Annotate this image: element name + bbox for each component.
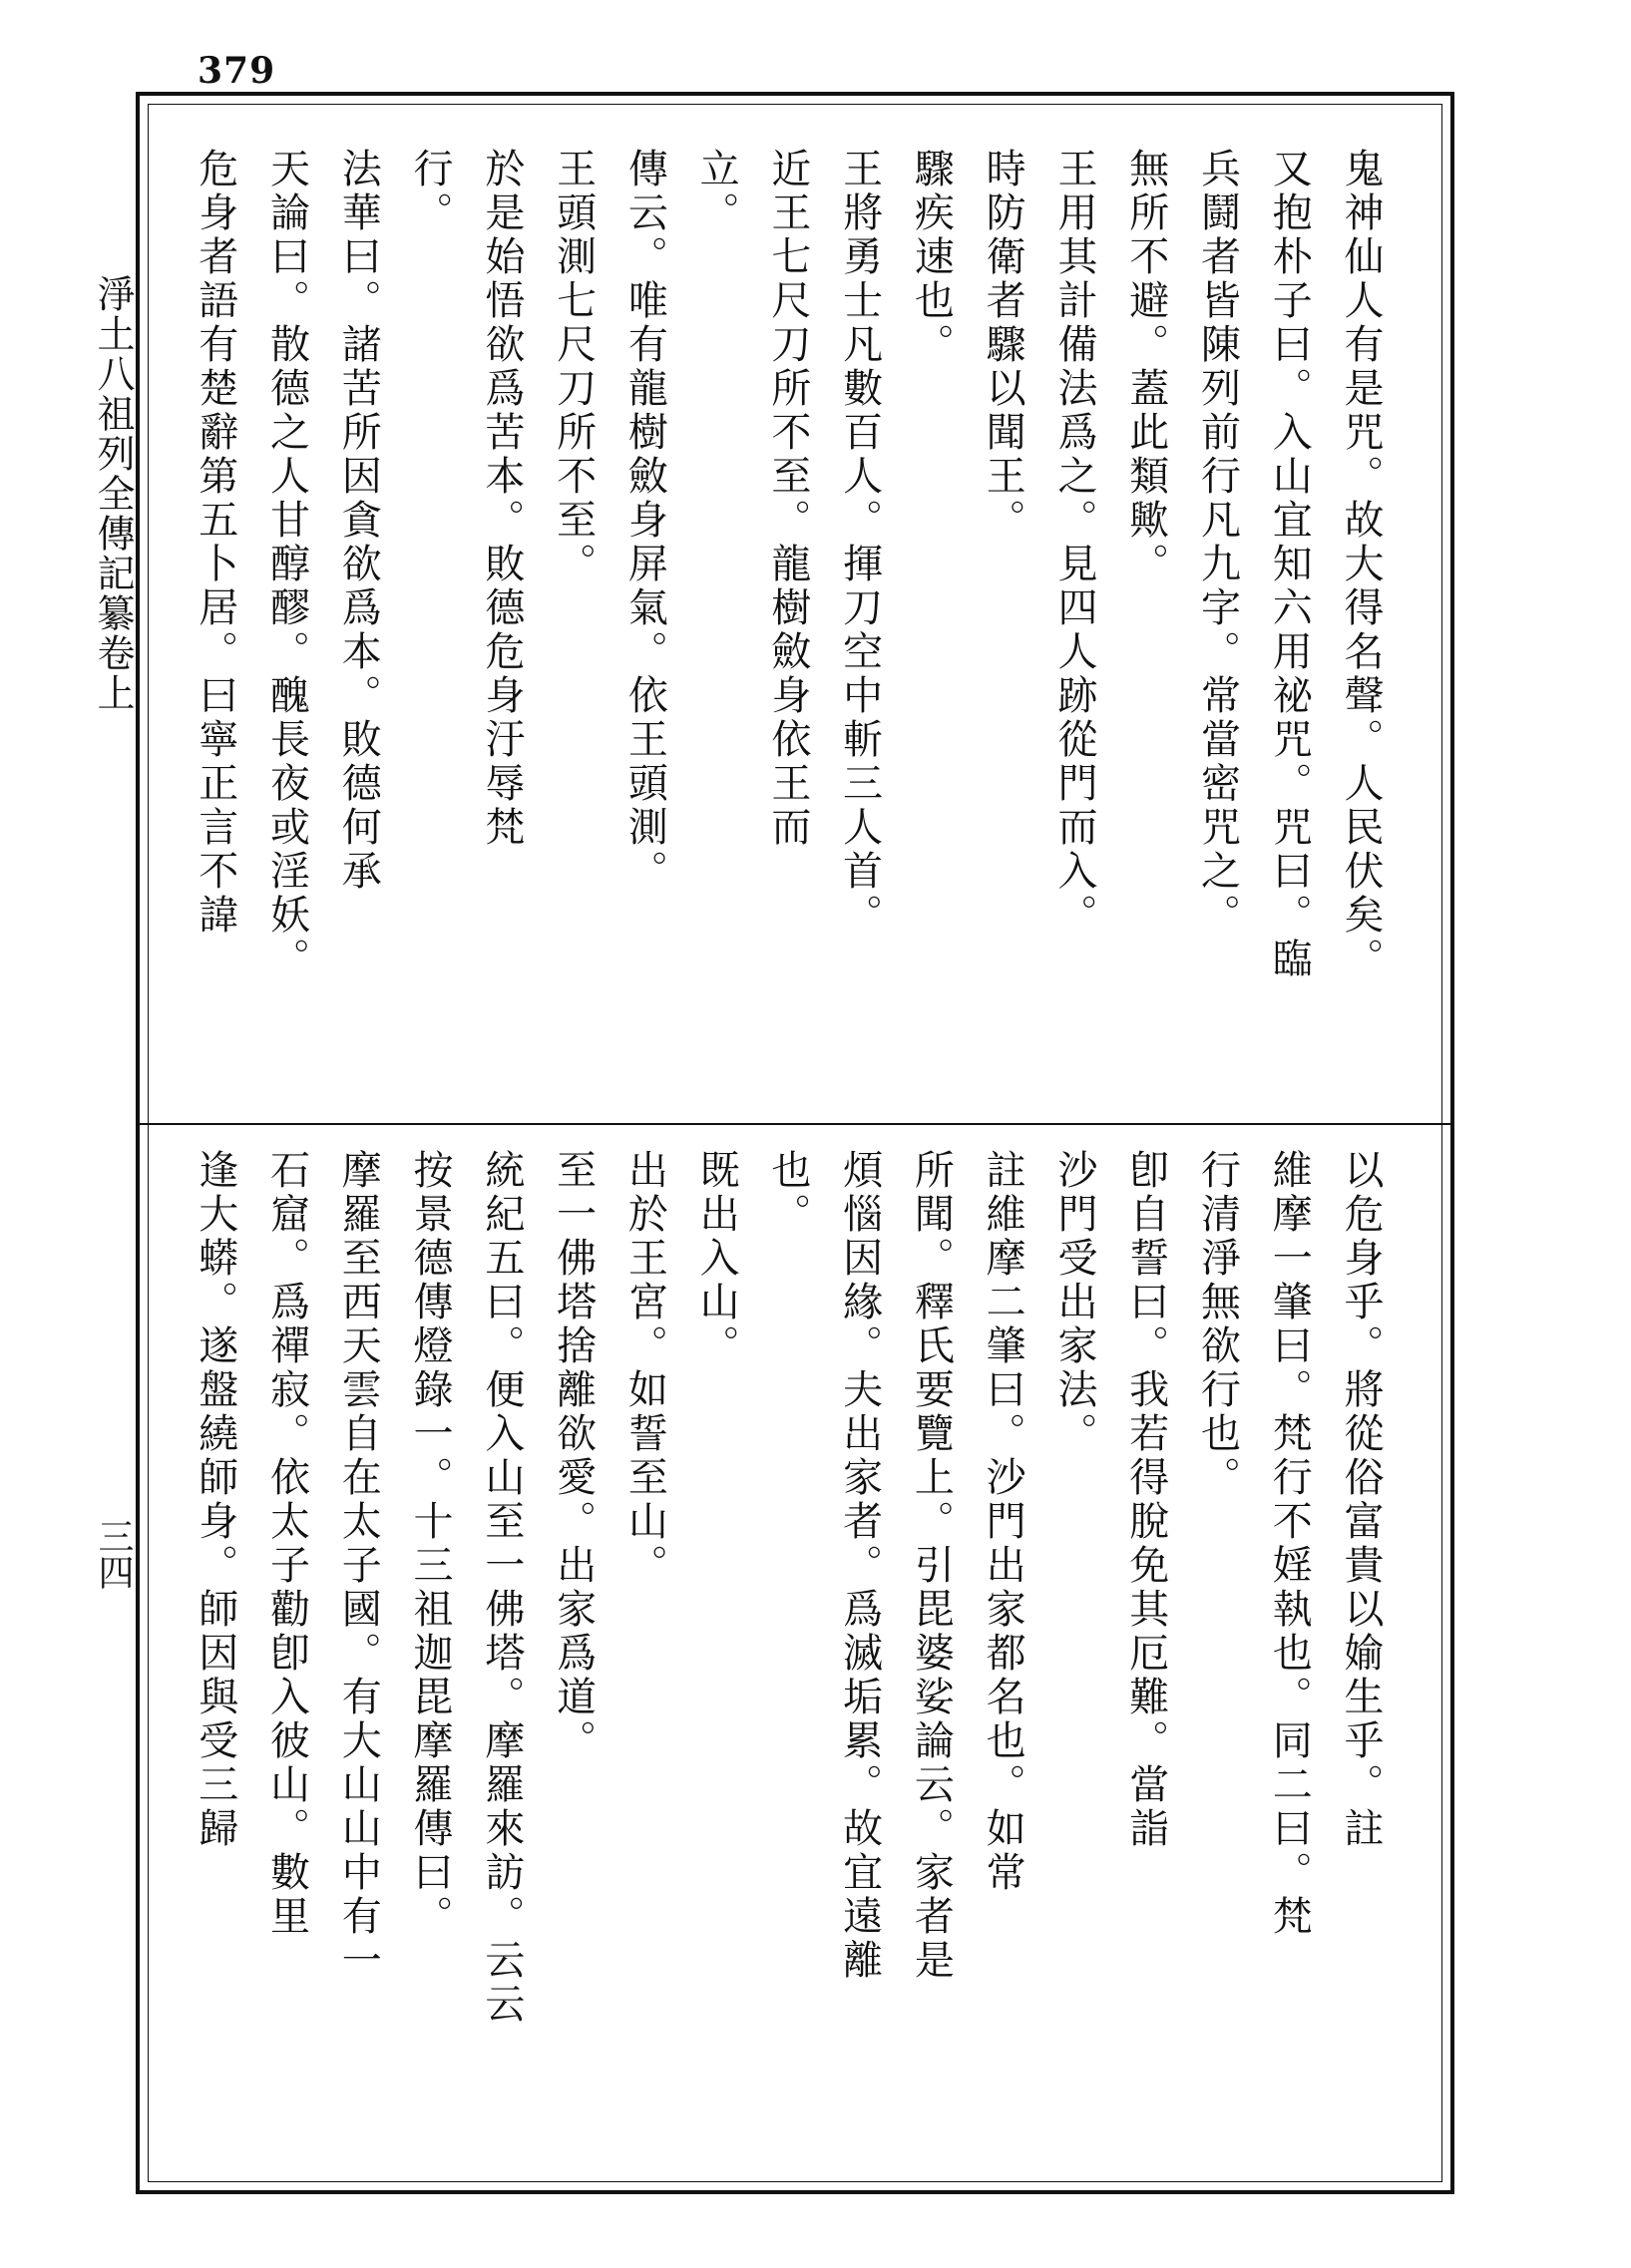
- text-column: 逢大蟒。遂盤繞師身。師因與受三歸: [192, 1149, 238, 1851]
- text-column: 鬼神仙人有是咒。故大得名聲。人民伏矣。: [1338, 148, 1384, 981]
- text-column: 行清淨無欲行也。: [1194, 1149, 1241, 1500]
- text-column: 又抱朴子曰。入山宜知六用祕咒。咒曰。臨: [1266, 148, 1313, 981]
- text-column: 立。: [693, 148, 740, 235]
- text-column: 石窟。爲禪寂。依太子勸卽入彼山。數里: [263, 1149, 310, 1939]
- text-column: 註維摩二肇曰。沙門出家都名也。如常: [980, 1149, 1026, 1895]
- text-column: 驟疾速也。: [908, 148, 955, 367]
- text-column: 王用其計備法爲之。見四人跡從門而入。: [1050, 148, 1097, 938]
- text-column: 維摩一肇曰。梵行不婬執也。同二曰。梵: [1266, 1149, 1313, 1939]
- text-column: 法華曰。諸苦所因貪欲爲本。敗德何承: [335, 148, 382, 894]
- text-column: 兵鬪者皆陳列前行凡九字。常當密咒之。: [1194, 148, 1241, 938]
- text-column: 煩惱因緣。夫出家者。爲滅垢累。故宜遠離: [836, 1149, 883, 1983]
- text-column: 也。: [764, 1149, 811, 1237]
- text-column: 所聞。釋氏要覽上。引毘婆娑論云。家者是: [908, 1149, 955, 1983]
- page-frame: [136, 92, 1454, 2194]
- section-number: 三四: [93, 1518, 134, 1590]
- horizontal-divider: [140, 1123, 1450, 1125]
- text-column: 傳云。唯有龍樹斂身屏氣。依王頭測。: [621, 148, 668, 894]
- running-head: 淨土八祖列全傳記纂卷上: [91, 274, 135, 713]
- text-column: 摩羅至西天雲自在太子國。有大山山中有一: [335, 1149, 382, 1983]
- text-column: 沙門受出家法。: [1050, 1149, 1097, 1456]
- lower-text-block: [182, 1149, 1399, 2166]
- upper-text-block: [182, 148, 1399, 1105]
- text-column: 以危身乎。將從俗富貴以媮生乎。註: [1338, 1149, 1384, 1851]
- text-column: 危身者語有楚辭第五卜居。曰寧正言不諱: [192, 148, 238, 938]
- text-column: 王頭測七尺刀所不至。: [550, 148, 597, 586]
- text-column: 卽自誓曰。我若得脫免其厄難。當詣: [1122, 1149, 1169, 1851]
- text-column: 統紀五曰。便入山至一佛塔。摩羅來訪。云云: [478, 1149, 525, 2027]
- text-column: 行。: [407, 148, 454, 235]
- text-column: 至一佛塔捨離欲愛。出家爲道。: [550, 1149, 597, 1763]
- text-column: 王將勇士凡數百人。揮刀空中斬三人首。: [836, 148, 883, 938]
- text-column: 近王七尺刀所不至。龍樹斂身依王而: [764, 148, 811, 850]
- text-column: 無所不避。蓋此類歟。: [1122, 148, 1169, 586]
- text-column: 天論曰。散德之人甘醇醪。醜長夜或淫妖。: [263, 148, 310, 981]
- text-column: 既出入山。: [693, 1149, 740, 1368]
- text-column: 按景德傳燈錄一。十三祖迦毘摩羅傳曰。: [407, 1149, 454, 1939]
- page-number: 379: [198, 50, 276, 92]
- text-column: 出於王宮。如誓至山。: [621, 1149, 668, 1588]
- text-column: 時防衛者驟以聞王。: [980, 148, 1026, 543]
- text-column: 於是始悟欲爲苦本。敗德危身汙辱梵: [478, 148, 525, 850]
